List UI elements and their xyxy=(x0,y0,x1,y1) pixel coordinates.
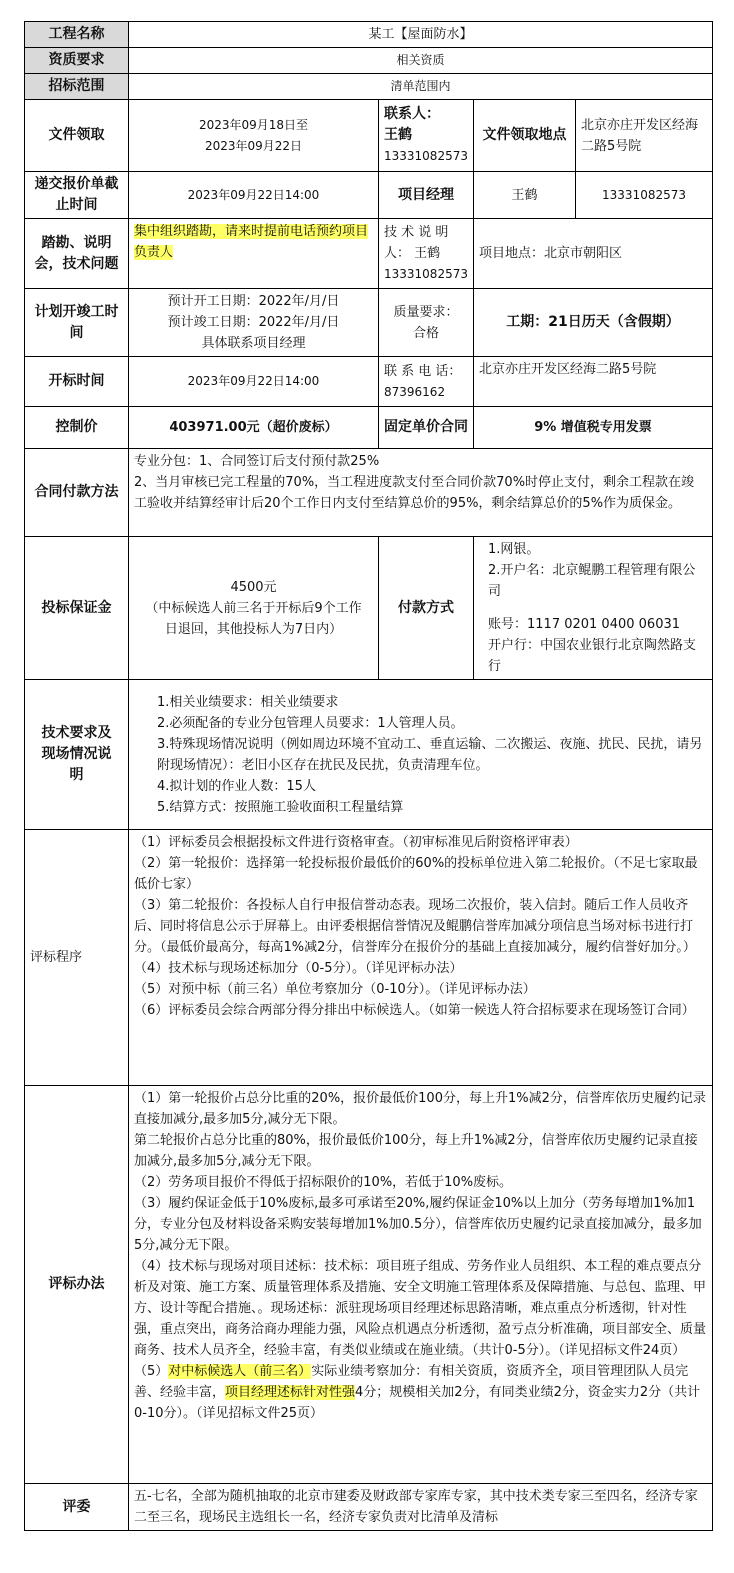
value-method xyxy=(129,1086,713,1484)
value-survey xyxy=(129,219,379,289)
tech-item: 2.必须配备的专业分包管理人员要求：1人管理人员。 xyxy=(157,715,464,731)
schedule-end: 预计竣工日期：2022年/月/日 xyxy=(167,315,340,330)
quality-value: 合格 xyxy=(412,325,439,341)
value-schedule xyxy=(129,289,379,357)
method-p1: （1）第一轮报价占总分比重的20%，报价最低价100分，每上升1%减2分，信誉库依历史履约记录直接加减分,最多加5分,减分无下限。 xyxy=(134,1091,706,1127)
procedure-item: （3）第二轮报价：各投标人自行申报信誉动态表。现场二次报价，装入信封。随后工作人员收齐后、同时将信息公示于屏幕上。由评委根据信誉情况及鲲鹏信誉库加减分项信息当场对标书进行打分。（最低价最高分，每高1%减2分，信誉库分在报价分的基础上直接加减分，履约信誉好加分。） xyxy=(134,898,696,955)
value-invoice: 9% 增值税专用发票 xyxy=(474,407,713,449)
label-file-place: 文件领取地点 xyxy=(474,100,576,172)
label-schedule: 计划开竣工时间 xyxy=(25,289,129,357)
value-file-place: 北京亦庄开发区经海二路5号院 xyxy=(576,100,713,172)
method-p6-prefix: （5） xyxy=(134,1364,169,1379)
row-deposit xyxy=(25,537,713,680)
value-pm-name: 王鹤 xyxy=(474,172,576,219)
label-committee: 评委 xyxy=(25,1484,129,1531)
pay-method-2: 2.开户名：北京鲲鹏工程管理有限公司 xyxy=(488,563,696,599)
label-deadline: 递交报价单截止时间 xyxy=(25,172,129,219)
row-committee xyxy=(25,1484,713,1531)
method-p2: 第二轮报价占总分比重的80%，报价最低价100分，每上升1%减2分，信誉库依历史履约记录直接加减分,最多加5分,减分无下限。 xyxy=(134,1133,698,1169)
row-project-name xyxy=(25,22,713,48)
opening-phone-label: 联 系 电 话： xyxy=(384,363,462,379)
label-scope: 招标范围 xyxy=(25,74,129,100)
value-file-dates xyxy=(129,100,379,172)
procedure-item: （4）技术标与现场述标加分（0-5分）。（详见评标办法） xyxy=(134,961,463,976)
payment-line-1: 专业分包：1、合同签订后支付预付款25% xyxy=(134,454,380,469)
method-p6-suffix: 4分；规模相关加2分，有同类业绩2分，资金实力2分（共计0-10分）。（详见招标文件25页） xyxy=(134,1385,701,1421)
label-payment: 合同付款方法 xyxy=(25,449,129,537)
label-project-name: 工程名称 xyxy=(25,22,129,48)
procedure-item: （1）评标委员会根据投标文件进行资格审查。（初审标准见后附资格评审表） xyxy=(134,835,578,850)
label-qualification: 资质要求 xyxy=(25,48,129,74)
file-date-end: 2023年09月22日 xyxy=(204,138,303,153)
tech-item: 4.拟计划的作业人数：15人 xyxy=(157,778,316,794)
method-p6-middle: 实际业绩考察加分：有相关资质，资质齐全，项目管理团队人员完善、经验丰富， xyxy=(134,1364,689,1400)
method-p6-highlight-candidates: 对中标候选人（前三名） xyxy=(168,1364,312,1379)
value-tech-contact xyxy=(379,219,474,289)
pay-method-1: 1.网银。 xyxy=(488,542,540,557)
label-control-price: 控制价 xyxy=(25,407,129,449)
pay-bank: 开户行：中国农业银行北京陶然路支行 xyxy=(488,638,697,674)
row-tech xyxy=(25,680,713,830)
row-file-collect xyxy=(25,100,713,172)
method-p4: （3）履约保证金低于10%废标,最多可承诺至20%,履约保证金10%以上加分（劳务每增加1%加1分，专业分包及材料设备采购安装每增加1%加0.5分），信誉库依历史履约记录直接加减分，最多加5分,减分无下限。 xyxy=(134,1196,702,1253)
bid-info-table xyxy=(24,21,713,1531)
value-qualification: 相关资质 xyxy=(129,48,713,74)
value-payment xyxy=(129,449,713,537)
value-committee: 五-七名，全部为随机抽取的北京市建委及财政部专家库专家，其中技术类专家三至四名，经济专家二至三名，现场民主选组长一名，经济专家负责对比清单及清标 xyxy=(129,1484,713,1531)
row-payment xyxy=(25,449,713,537)
method-p6 xyxy=(134,1361,707,1424)
value-opening-address: 北京亦庄开发区经海二路5号院 xyxy=(474,357,713,407)
row-method xyxy=(25,1086,713,1484)
method-p5: （4）技术标与现场对项目述标：技术标：项目班子组成、劳务作业人员组织、本工程的难点要点分析及对策、施工方案、质量管理体系及措施、安全文明施工管理体系及保障措施、与总包、监理、甲方、设计等配合措施、。现场述标：派驻现场项目经理述标思路清晰，难点重点分析透彻，针对性强，重点突出，商务洽商办理能力强，风险点机遇点分析透彻，盈亏点分析准确，项目部安全、质量商务、技术人员齐全，经验丰富，有类似业绩或在施业绩。（共计0-5分）。（详见招标文件24页） xyxy=(134,1259,707,1358)
value-scope: 清单范围内 xyxy=(129,74,713,100)
label-procedure: 评标程序 xyxy=(25,830,129,1086)
file-date-start: 2023年09月18日至 xyxy=(198,117,309,132)
tech-contact-phone: 13331082573 xyxy=(384,267,468,281)
quality-label: 质量要求： xyxy=(393,304,459,320)
deposit-amount: 4500元 xyxy=(230,579,277,595)
row-opening xyxy=(25,357,713,407)
label-deposit: 投标保证金 xyxy=(25,537,129,680)
label-method: 评标办法 xyxy=(25,1086,129,1484)
deposit-note: （中标候选人前三名于开标后9个工作日退回，其他投标人为7日内） xyxy=(145,600,362,637)
contact-phone: 13331082573 xyxy=(384,149,468,163)
value-opening: 2023年09月22日14:00 xyxy=(129,357,379,407)
schedule-contact: 具体联系项目经理 xyxy=(201,336,306,351)
row-procedure xyxy=(25,830,713,1086)
value-deposit xyxy=(129,537,379,680)
label-tech: 技术要求及现场情况说明 xyxy=(25,680,129,830)
method-p3: （2）劳务项目报价不得低于招标限价的10%，若低于10%废标。 xyxy=(134,1175,513,1190)
row-deadline xyxy=(25,172,713,219)
value-control-price: 403971.00元（超价废标） xyxy=(129,407,379,449)
value-contact xyxy=(379,100,474,172)
payment-line-2: 2、当月审核已完工程量的70%，当工程进度款支付至合同价款70%时停止支付，剩余工程款在竣工验收并结算经审计后20个工作日内支付至结算总价的95%，剩余结算总价的5%作为质保金。 xyxy=(134,475,695,511)
row-qualification xyxy=(25,48,713,74)
procedure-item: （5）对预中标（前三名）单位考察加分（0-10分）。（详见评标办法） xyxy=(134,982,536,997)
label-file-collect: 文件领取 xyxy=(25,100,129,172)
tech-item: 3.特殊现场情况说明（例如周边环境不宜动工、垂直运输、二次搬运、夜施、扰民、民扰，请另附现场情况）：老旧小区存在扰民及民扰，负责清理车位。 xyxy=(157,736,703,773)
survey-highlight: 集中组织踏勘，请来时提前电话预约项目负责人 xyxy=(134,224,369,260)
value-duration: 工期：21日历天（含假期） xyxy=(474,289,713,357)
row-scope xyxy=(25,74,713,100)
row-control-price xyxy=(25,407,713,449)
value-pm-phone: 13331082573 xyxy=(576,172,713,219)
label-opening: 开标时间 xyxy=(25,357,129,407)
tech-item: 5.结算方式：按照施工验收面积工程量结算 xyxy=(157,799,404,815)
procedure-item: （2）第一轮报价：选择第一轮投标报价最低价的60%的投标单位进入第二轮报价。（不足七家取最低价七家） xyxy=(134,856,698,892)
procedure-item: （6）评标委员会综合两部分得分排出中标候选人。（如第一候选人符合招标要求在现场签订合同） xyxy=(134,1003,695,1018)
opening-phone: 87396162 xyxy=(384,384,446,399)
label-pay-method: 付款方式 xyxy=(379,537,474,680)
value-deadline: 2023年09月22日14:00 xyxy=(129,172,379,219)
method-p6-highlight-pm: 项目经理述标针对性强 xyxy=(225,1385,356,1400)
pay-account: 账号：1117 0201 0400 06031 xyxy=(488,617,681,632)
contact-label: 联系人： xyxy=(384,106,440,122)
value-location: 项目地点：北京市朝阳区 xyxy=(474,219,713,289)
value-project-name: 某工【屋面防水】 xyxy=(129,22,713,48)
value-pay-method xyxy=(474,537,713,680)
schedule-start: 预计开工日期：2022年/月/日 xyxy=(167,294,340,309)
value-opening-phone xyxy=(379,357,474,407)
value-procedure xyxy=(129,830,713,1086)
label-fixed-price: 固定单价合同 xyxy=(379,407,474,449)
label-project-manager: 项目经理 xyxy=(379,172,474,219)
value-tech xyxy=(129,680,713,830)
row-survey xyxy=(25,219,713,289)
row-schedule xyxy=(25,289,713,357)
tech-item: 1.相关业绩要求：相关业绩要求 xyxy=(157,694,339,710)
contact-name: 王鹤 xyxy=(384,127,412,143)
label-survey: 踏勘、说明会，技术问题 xyxy=(25,219,129,289)
value-quality xyxy=(379,289,474,357)
tech-contact-name: 技 术 说 明 人： 王鹤 xyxy=(384,225,449,261)
